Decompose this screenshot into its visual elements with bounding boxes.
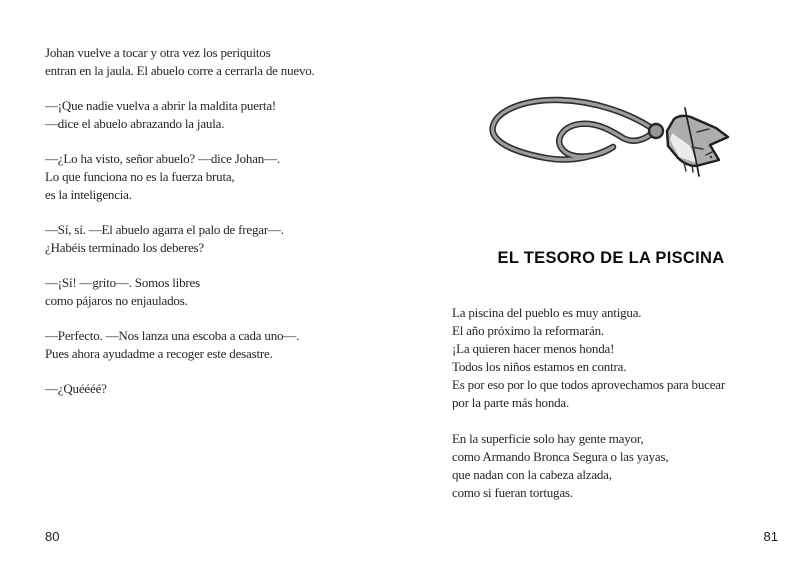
text-line: entran en la jaula. El abuelo corre a cerrarla de nuevo. [45, 63, 315, 78]
text-line: El año próximo la reformarán. [452, 323, 604, 338]
knot-bead [649, 124, 663, 138]
text-line: —¿Lo ha visto, señor abuelo? —dice Johan—. [45, 151, 280, 166]
text-line: Todos los niños estamos en contra. [452, 359, 627, 374]
text-line: ¿Habéis terminado los deberes? [45, 240, 204, 255]
chapter-title: EL TESORO DE LA PISCINA [497, 249, 725, 267]
text-line: —dice el abuelo abrazando la jaula. [45, 116, 225, 131]
text-line: —Perfecto. —Nos lanza una escoba a cada uno—. [45, 328, 300, 343]
text-line: como si fueran tortugas. [452, 485, 573, 500]
text-line: que nadan con la cabeza alzada, [452, 467, 612, 482]
text-line: Es por eso por lo que todos aprovechamos para bucear [452, 377, 725, 392]
pendant-illustration [478, 93, 738, 185]
paragraph [45, 97, 375, 133]
paragraph [452, 430, 668, 502]
text-line: —¿Quéééé? [45, 381, 107, 396]
necklace-cord [493, 100, 651, 160]
text-line: como Armando Bronca Segura o las yayas, [452, 449, 669, 464]
paragraph [45, 380, 375, 398]
paragraph [45, 150, 375, 204]
text-line: La piscina del pueblo es muy antigua. [452, 305, 642, 320]
text-line: —Sí, sí. —El abuelo agarra el palo de fregar—. [45, 222, 284, 237]
text-line: —¡Que nadie vuelva a abrir la maldita puerta! [45, 98, 277, 113]
text-line: Pues ahora ayudadme a recoger este desastre. [45, 346, 273, 361]
paragraph [45, 327, 375, 363]
arrowhead-stone [667, 108, 728, 176]
page-number-right: 81 [763, 529, 778, 544]
text-line: como pájaros no enjaulados. [45, 293, 188, 308]
paragraph [45, 274, 375, 310]
text-line: es la inteligencia. [45, 187, 132, 202]
text-line: ¡La quieren hacer menos honda! [452, 341, 615, 356]
page-left [45, 44, 375, 415]
text-line: por la parte más honda. [452, 395, 570, 410]
text-line: En la superficie solo hay gente mayor, [452, 431, 644, 446]
text-line: —¡Sí! —grito—. Somos libres [45, 275, 200, 290]
paragraph [45, 221, 375, 257]
page-number-left: 80 [45, 529, 60, 544]
paragraph [452, 304, 725, 412]
paragraph [45, 44, 375, 80]
text-line: Johan vuelve a tocar y otra vez los periquitos [45, 45, 271, 60]
text-line: Lo que funciona no es la fuerza bruta, [45, 169, 235, 184]
